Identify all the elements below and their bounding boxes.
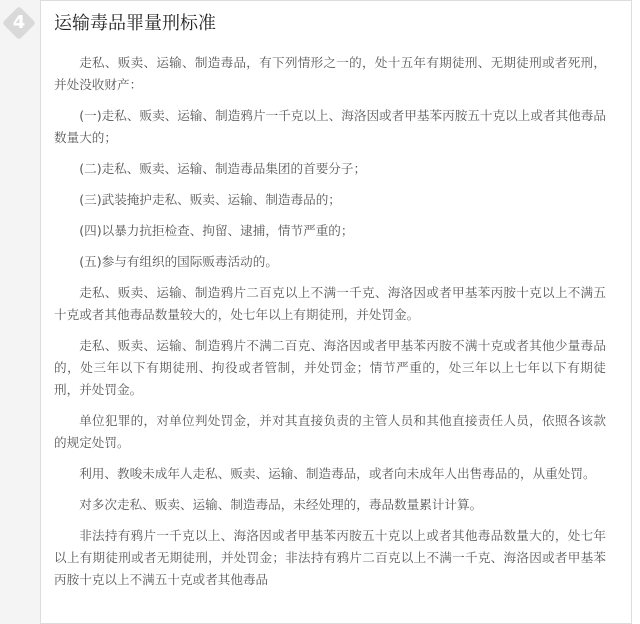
paragraph: (一)走私、贩卖、运输、制造鸦片一千克以上、海洛因或者甲基苯丙胺五十克以上或者其他毒品数量大的；	[54, 108, 606, 145]
paragraph: 对多次走私、贩卖、运输、制造毒品，未经处理的，毒品数量累计计算。	[79, 497, 483, 512]
paragraph: (五)参与有组织的国际贩毒活动的。	[79, 254, 278, 269]
article-body	[54, 52, 606, 600]
paragraph: (四)以暴力抗拒检查、拘留、逮捕，情节严重的；	[79, 223, 354, 238]
paragraph: 非法持有鸦片一千克以上、海洛因或者甲基苯丙胺五十克以上或者其他毒品数量大的，处七年以上有期徒刑或者无期徒刑，并处罚金；非法持有鸦片二百克以上不满一千克、海洛因或者甲基苯丙胺十克以上不满五十克或者其他毒品	[54, 528, 606, 587]
paragraph: (三)武装掩护走私、贩卖、运输、制造毒品的；	[79, 192, 341, 207]
paragraph: (二)走私、贩卖、运输、制造毒品集团的首要分子；	[79, 161, 367, 176]
paragraph: 利用、教唆未成年人走私、贩卖、运输、制造毒品，或者向未成年人出售毒品的，从重处罚。	[79, 466, 596, 481]
paragraph: 走私、贩卖、运输、制造鸦片二百克以上不满一千克、海洛因或者甲基苯丙胺十克以上不满五十克或者其他毒品数量较大的，处七年以上有期徒刑，并处罚金。	[54, 285, 606, 322]
section-title: 运输毒品罪量刑标准	[54, 13, 216, 34]
paragraph: 走私、贩卖、运输、制造毒品，有下列情形之一的，处十五年有期徒刑、无期徒刑或者死刑，并处没收财产：	[54, 55, 606, 92]
section-number: 4	[12, 12, 26, 33]
left-rail	[0, 0, 40, 624]
section-number-badge	[2, 6, 36, 40]
paragraph: 走私、贩卖、运输、制造鸦片不满二百克、海洛因或者甲基苯丙胺不满十克或者其他少量毒品的，处三年以下有期徒刑、拘役或者管制，并处罚金；情节严重的，处三年以上七年以下有期徒刑，并处罚金。	[54, 338, 606, 397]
paragraph: 单位犯罪的，对单位判处罚金，并对其直接负责的主管人员和其他直接责任人员，依照各该款的规定处罚。	[54, 413, 606, 450]
